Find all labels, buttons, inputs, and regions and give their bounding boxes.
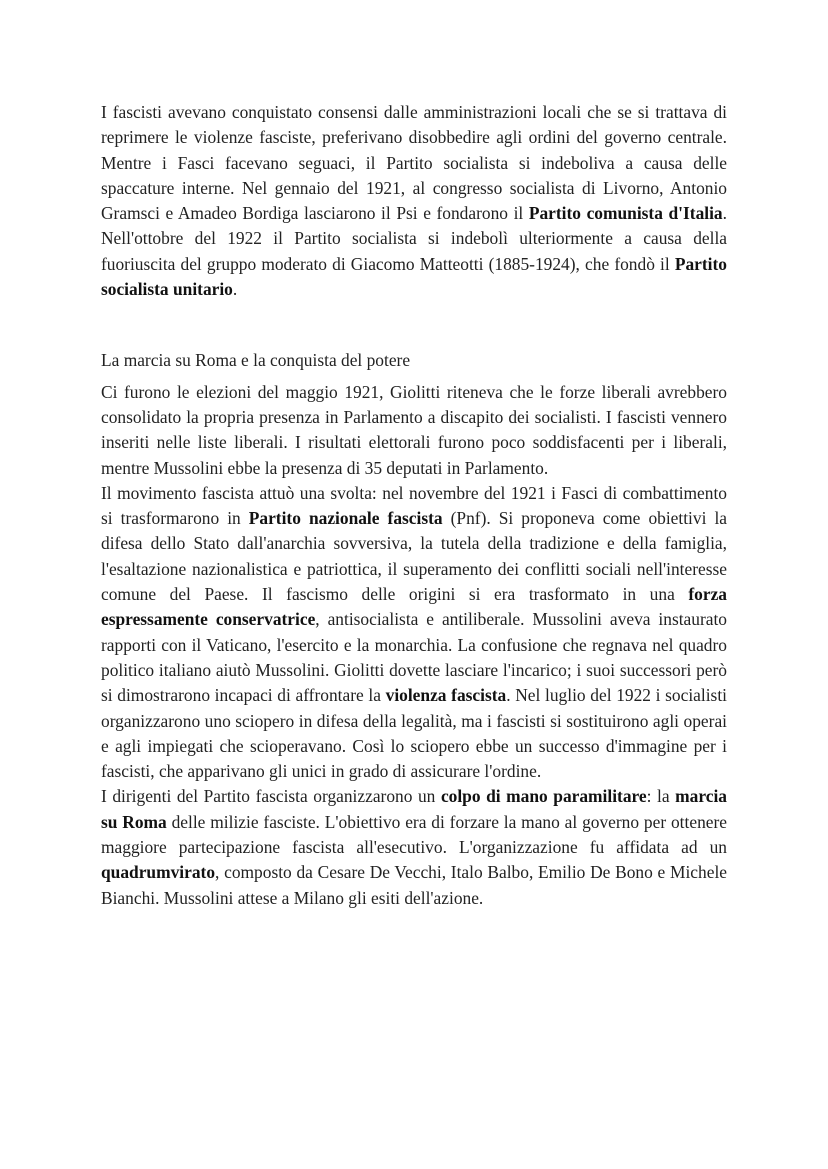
text-run: (Pnf). Si proponeva come obiettivi la difesa dello Stato dall'anarchia sovversiva, la tutela della tradizione e della famiglia, l'esaltazione nazionalistica e patriottica, il superamento dei conflitti sociali nell'interesse comune del Paese. Il fascismo delle origini si era trasformato in una xyxy=(101,508,727,605)
bold-term: Partito nazionale fascista xyxy=(248,508,443,529)
text-run: Il movimento fascista attuò una svolta: nel novembre del 1921 i Fasci di combattimento si trasformarono in xyxy=(101,482,727,529)
section-heading: La marcia su Roma e la conquista del potere xyxy=(101,350,411,371)
bold-term: marcia su Roma xyxy=(101,786,727,832)
bold-term: colpo di mano paramilitare xyxy=(440,786,647,807)
bold-term: violenza fascista xyxy=(385,685,507,706)
text-run: . xyxy=(232,279,238,300)
intro-paragraph xyxy=(101,100,727,302)
document-page xyxy=(101,100,727,911)
text-run: Ci furono le elezioni del maggio 1921, Giolitti riteneva che le forze liberali avrebbero consolidato la propria presenza in Parlamento a discapito dei socialisti. I fascisti vennero inseriti nelle liste liberali. I risultati elettorali furono poco soddisfacenti per i liberali, mentre Mussolini ebbe la presenza di 35 deputati in Parlamento. xyxy=(101,381,727,478)
text-run: , composto da Cesare De Vecchi, Italo Balbo, Emilio De Bono e Michele Bianchi. Mussolini attese a Milano gli esiti dell'azione. xyxy=(101,862,727,908)
text-run: . Nel luglio del 1922 i socialisti organizzarono uno sciopero in difesa della legalità, ma i fascisti si sostituirono agli operai e agli impiegati che scioperavano. Così lo sciopero ebbe un successo d'immagine per i fascisti, che apparivano gli unici in grado di assicurare l'ordine. xyxy=(101,685,727,782)
bold-term: Partito comunista d'Italia xyxy=(528,203,723,224)
text-run: , antisocialista e antiliberale. Mussolini aveva instaurato rapporti con il Vaticano, l'esercito e la monarchia. La confusione che regnava nel quadro politico italiano aiutò Mussolini. Giolitti dovette lasciare l'incarico; i suoi successori però si dimostrarono incapaci di affrontare la xyxy=(101,609,727,706)
bold-term: quadrumvirato xyxy=(101,862,216,883)
text-run: delle milizie fasciste. L'obiettivo era di forzare la mano al governo per ottenere maggiore partecipazione fascista all'esecutivo. L'organizzazione fu affidata ad un xyxy=(101,811,727,858)
march-paragraph xyxy=(101,784,727,910)
bold-term: forza espressamente conservatrice xyxy=(101,584,727,630)
text-run: : la xyxy=(646,786,676,807)
text-run: I dirigenti del Partito fascista organizzarono un xyxy=(101,786,441,807)
bold-term: Partito socialista unitario xyxy=(101,253,727,300)
text-run: . Nell'ottobre del 1922 il Partito socialista si indebolì ulteriormente a causa della fuoriuscita del gruppo moderato di Giacomo Matteotti (1885-1924), che fondò il xyxy=(101,203,727,274)
pnf-paragraph xyxy=(101,481,727,785)
text-run: I fascisti avevano conquistato consensi dalle amministrazioni locali che se si trattava di reprimere le violenze fasciste, preferivano disobbedire agli ordini del governo centrale. Mentre i Fasci facevano seguaci, il Partito socialista si indeboliva a causa delle spaccature interne. Nel gennaio del 1921, al congresso socialista di Livorno, Antonio Gramsci e Amadeo Bordiga lasciarono il Psi e fondarono il xyxy=(101,102,727,224)
elections-paragraph xyxy=(101,380,727,481)
